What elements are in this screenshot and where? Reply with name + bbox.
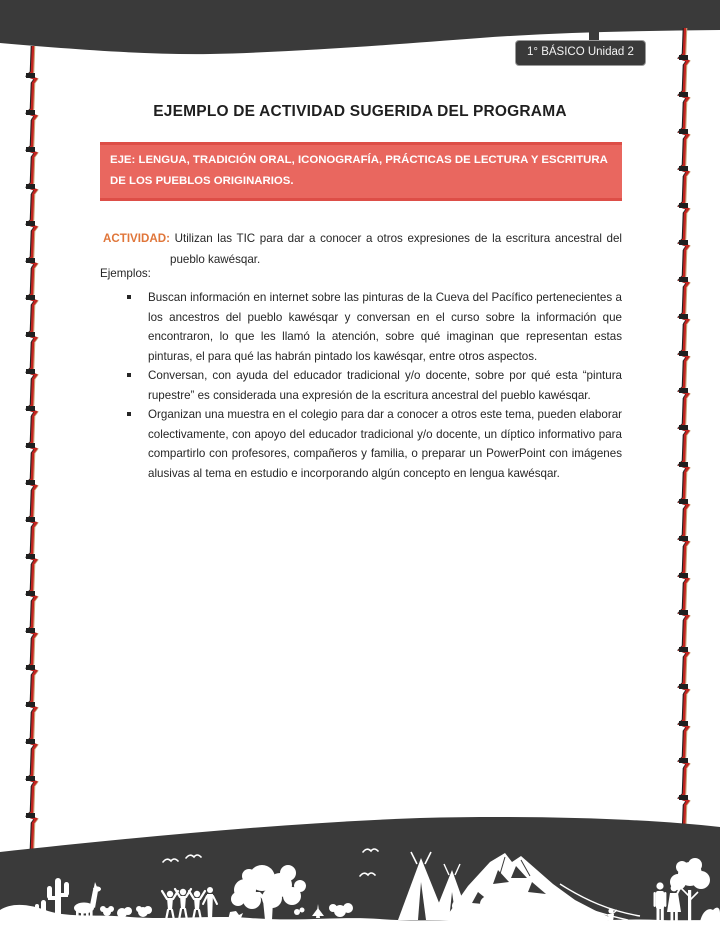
- list-item: Buscan información en internet sobre las pinturas de la Cueva del Pacífico pertenecientes a los ancestros del pueblo kawésqar y conversan en el curso sobre la información que encontraron, lo que les llamó la atención, sobre qué imaginan que representan estas pinturas, el para qué las habrán pintado los kawésqar, entre otros aspectos.: [148, 288, 622, 366]
- page-title: EJEMPLO DE ACTIVIDAD SUGERIDA DEL PROGRAMA: [153, 103, 567, 120]
- examples-list: [100, 288, 622, 483]
- eje-banner: EJE: LENGUA, TRADICIÓN ORAL, ICONOGRAFÍA, PRÁCTICAS DE LECTURA Y ESCRITURA DE LOS PUEBLOS ORIGINARIOS.: [100, 142, 622, 201]
- examples-heading: Ejemplos:: [100, 267, 151, 280]
- list-item: Organizan una muestra en el colegio para dar a conocer a otros este tema, pueden elaborar colectivamente, con apoyo del educador tradicional y/o docente, un díptico informativo para compartirlo con profesores, compañeros y familia, o preparar un PowerPoint con imágenes alusivas al tema en estudio e incorporando algún concepto en lengua kawésqar.: [148, 405, 622, 483]
- activity-text: Utilizan las TIC para dar a conocer a otros expresiones de la escritura ancestral del pueblo kawésqar.: [170, 231, 622, 266]
- left-zigzag-border: [24, 46, 42, 852]
- bottom-silhouette-scene: [0, 812, 720, 932]
- list-item: Conversan, con ayuda del educador tradicional y/o docente, sobre por qué esta “pintura rupestre” es considerada una expresión de la escritura ancestral del pueblo kawésqar.: [148, 366, 622, 405]
- activity-paragraph: [103, 228, 622, 270]
- unit-badge: 1° BÁSICO Unidad 2: [515, 40, 646, 66]
- activity-label: ACTIVIDAD:: [103, 231, 170, 245]
- right-zigzag-border: [676, 28, 694, 825]
